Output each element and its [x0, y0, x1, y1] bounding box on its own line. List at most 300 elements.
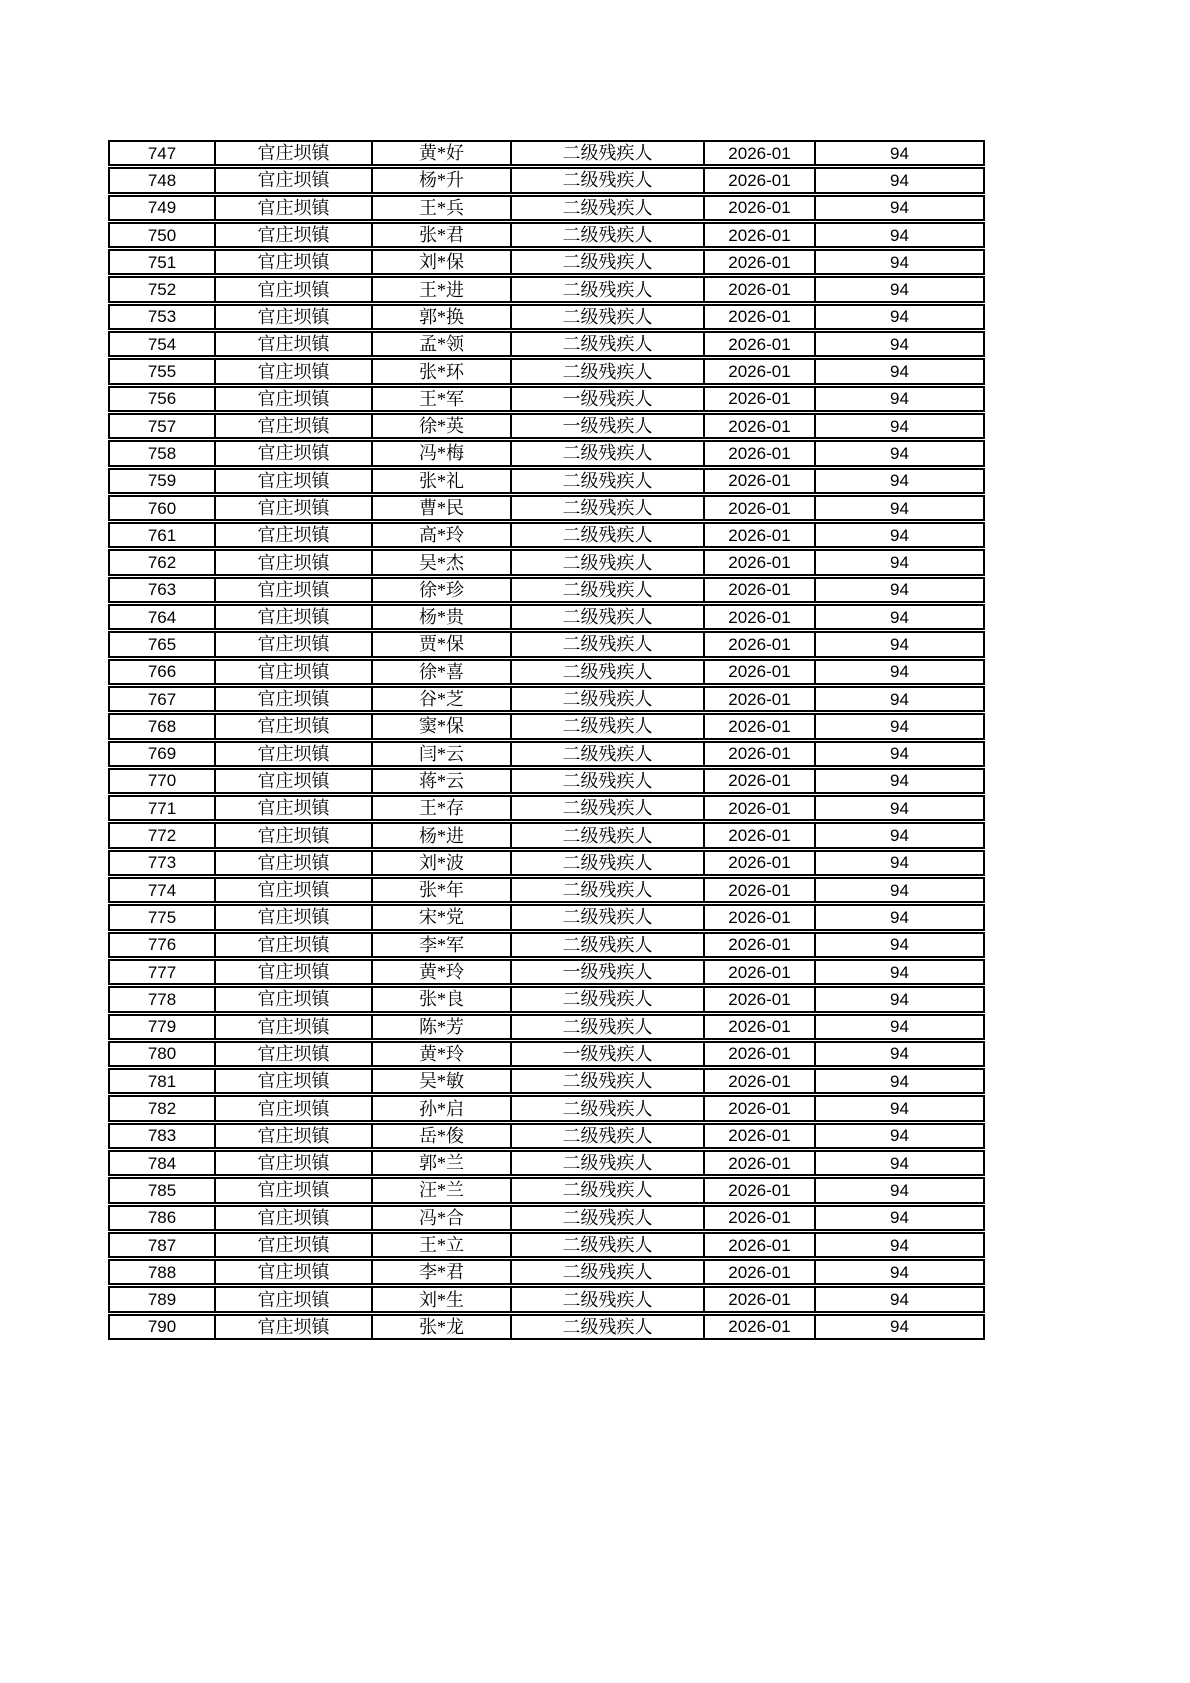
cell-town: 官庄坝镇 — [214, 1314, 371, 1340]
cell-level: 二级残疾人 — [510, 1286, 703, 1312]
cell-seq: 779 — [108, 1014, 214, 1040]
table-row — [108, 1095, 985, 1121]
cell-amount: 94 — [814, 495, 985, 521]
cell-amount: 94 — [814, 768, 985, 794]
cell-seq: 775 — [108, 904, 214, 930]
cell-seq: 782 — [108, 1095, 214, 1121]
cell-name: 陈*芳 — [371, 1014, 510, 1040]
table-row — [108, 1205, 985, 1231]
cell-amount: 94 — [814, 713, 985, 739]
cell-town: 官庄坝镇 — [214, 959, 371, 985]
cell-seq: 764 — [108, 604, 214, 630]
cell-town: 官庄坝镇 — [214, 1095, 371, 1121]
cell-month: 2026-01 — [703, 659, 814, 685]
table-row — [108, 932, 985, 958]
cell-month: 2026-01 — [703, 495, 814, 521]
cell-amount: 94 — [814, 795, 985, 821]
cell-seq: 776 — [108, 932, 214, 958]
cell-month: 2026-01 — [703, 631, 814, 657]
cell-level: 二级残疾人 — [510, 304, 703, 330]
cell-amount: 94 — [814, 959, 985, 985]
cell-month: 2026-01 — [703, 1314, 814, 1340]
table-row — [108, 1068, 985, 1094]
cell-name: 刘*波 — [371, 850, 510, 876]
cell-level: 二级残疾人 — [510, 140, 703, 166]
cell-name: 徐*珍 — [371, 577, 510, 603]
cell-month: 2026-01 — [703, 468, 814, 494]
table-row — [108, 1232, 985, 1258]
cell-month: 2026-01 — [703, 167, 814, 193]
cell-name: 刘*生 — [371, 1286, 510, 1312]
cell-month: 2026-01 — [703, 986, 814, 1012]
cell-amount: 94 — [814, 904, 985, 930]
cell-level: 二级残疾人 — [510, 1095, 703, 1121]
cell-amount: 94 — [814, 549, 985, 575]
cell-level: 二级残疾人 — [510, 1232, 703, 1258]
cell-name: 冯*梅 — [371, 440, 510, 466]
cell-amount: 94 — [814, 140, 985, 166]
table-row — [108, 522, 985, 548]
cell-town: 官庄坝镇 — [214, 249, 371, 275]
table-row — [108, 276, 985, 302]
cell-month: 2026-01 — [703, 1259, 814, 1285]
table-row — [108, 140, 985, 166]
cell-seq: 783 — [108, 1123, 214, 1149]
cell-town: 官庄坝镇 — [214, 1177, 371, 1203]
table-row — [108, 741, 985, 767]
cell-town: 官庄坝镇 — [214, 795, 371, 821]
cell-name: 杨*进 — [371, 822, 510, 848]
cell-town: 官庄坝镇 — [214, 1123, 371, 1149]
cell-level: 二级残疾人 — [510, 222, 703, 248]
cell-name: 窦*保 — [371, 713, 510, 739]
table-row — [108, 1014, 985, 1040]
table-row — [108, 822, 985, 848]
cell-name: 岳*俊 — [371, 1123, 510, 1149]
cell-town: 官庄坝镇 — [214, 1205, 371, 1231]
cell-name: 郭*兰 — [371, 1150, 510, 1176]
cell-month: 2026-01 — [703, 795, 814, 821]
cell-level: 二级残疾人 — [510, 1177, 703, 1203]
cell-level: 二级残疾人 — [510, 932, 703, 958]
cell-seq: 763 — [108, 577, 214, 603]
cell-name: 王*进 — [371, 276, 510, 302]
table-row — [108, 577, 985, 603]
cell-amount: 94 — [814, 577, 985, 603]
cell-amount: 94 — [814, 1177, 985, 1203]
cell-month: 2026-01 — [703, 386, 814, 412]
cell-name: 黄*好 — [371, 140, 510, 166]
cell-seq: 754 — [108, 331, 214, 357]
cell-seq: 761 — [108, 522, 214, 548]
cell-amount: 94 — [814, 522, 985, 548]
cell-town: 官庄坝镇 — [214, 604, 371, 630]
cell-town: 官庄坝镇 — [214, 1068, 371, 1094]
cell-town: 官庄坝镇 — [214, 440, 371, 466]
cell-town: 官庄坝镇 — [214, 1259, 371, 1285]
table-row — [108, 1150, 985, 1176]
cell-name: 张*环 — [371, 358, 510, 384]
cell-level: 二级残疾人 — [510, 768, 703, 794]
cell-level: 二级残疾人 — [510, 522, 703, 548]
cell-name: 张*君 — [371, 222, 510, 248]
cell-seq: 772 — [108, 822, 214, 848]
cell-seq: 749 — [108, 195, 214, 221]
cell-amount: 94 — [814, 1123, 985, 1149]
cell-amount: 94 — [814, 440, 985, 466]
cell-town: 官庄坝镇 — [214, 686, 371, 712]
cell-amount: 94 — [814, 413, 985, 439]
cell-town: 官庄坝镇 — [214, 1014, 371, 1040]
cell-level: 二级残疾人 — [510, 795, 703, 821]
table-row — [108, 795, 985, 821]
table-row — [108, 768, 985, 794]
cell-month: 2026-01 — [703, 577, 814, 603]
cell-month: 2026-01 — [703, 686, 814, 712]
cell-month: 2026-01 — [703, 1150, 814, 1176]
cell-name: 吴*敏 — [371, 1068, 510, 1094]
table-row — [108, 304, 985, 330]
cell-level: 二级残疾人 — [510, 249, 703, 275]
cell-town: 官庄坝镇 — [214, 1286, 371, 1312]
cell-amount: 94 — [814, 741, 985, 767]
cell-level: 二级残疾人 — [510, 549, 703, 575]
cell-name: 杨*升 — [371, 167, 510, 193]
cell-level: 二级残疾人 — [510, 495, 703, 521]
cell-town: 官庄坝镇 — [214, 1232, 371, 1258]
cell-level: 二级残疾人 — [510, 1259, 703, 1285]
cell-month: 2026-01 — [703, 276, 814, 302]
table-row — [108, 986, 985, 1012]
cell-seq: 751 — [108, 249, 214, 275]
cell-seq: 755 — [108, 358, 214, 384]
cell-amount: 94 — [814, 1068, 985, 1094]
cell-name: 谷*芝 — [371, 686, 510, 712]
cell-town: 官庄坝镇 — [214, 195, 371, 221]
cell-town: 官庄坝镇 — [214, 222, 371, 248]
cell-month: 2026-01 — [703, 222, 814, 248]
cell-month: 2026-01 — [703, 932, 814, 958]
cell-level: 二级残疾人 — [510, 577, 703, 603]
cell-level: 二级残疾人 — [510, 276, 703, 302]
cell-seq: 765 — [108, 631, 214, 657]
cell-level: 二级残疾人 — [510, 877, 703, 903]
cell-amount: 94 — [814, 358, 985, 384]
cell-seq: 773 — [108, 850, 214, 876]
cell-seq: 747 — [108, 140, 214, 166]
table-row — [108, 686, 985, 712]
table-row — [108, 1123, 985, 1149]
cell-level: 二级残疾人 — [510, 1314, 703, 1340]
cell-amount: 94 — [814, 1259, 985, 1285]
cell-month: 2026-01 — [703, 768, 814, 794]
table-row — [108, 1177, 985, 1203]
cell-name: 蒋*云 — [371, 768, 510, 794]
cell-amount: 94 — [814, 1314, 985, 1340]
table-row — [108, 604, 985, 630]
cell-month: 2026-01 — [703, 1014, 814, 1040]
cell-month: 2026-01 — [703, 304, 814, 330]
cell-seq: 781 — [108, 1068, 214, 1094]
table-row — [108, 959, 985, 985]
cell-level: 一级残疾人 — [510, 413, 703, 439]
cell-name: 王*存 — [371, 795, 510, 821]
cell-level: 二级残疾人 — [510, 1068, 703, 1094]
cell-amount: 94 — [814, 167, 985, 193]
cell-amount: 94 — [814, 986, 985, 1012]
cell-amount: 94 — [814, 631, 985, 657]
cell-amount: 94 — [814, 850, 985, 876]
cell-seq: 757 — [108, 413, 214, 439]
table-row — [108, 413, 985, 439]
cell-amount: 94 — [814, 1095, 985, 1121]
cell-seq: 750 — [108, 222, 214, 248]
cell-level: 二级残疾人 — [510, 850, 703, 876]
cell-name: 孟*领 — [371, 331, 510, 357]
table-row — [108, 167, 985, 193]
cell-month: 2026-01 — [703, 904, 814, 930]
cell-seq: 774 — [108, 877, 214, 903]
cell-name: 吴*杰 — [371, 549, 510, 575]
table-row — [108, 1314, 985, 1340]
cell-name: 张*年 — [371, 877, 510, 903]
cell-name: 王*立 — [371, 1232, 510, 1258]
cell-seq: 760 — [108, 495, 214, 521]
cell-seq: 770 — [108, 768, 214, 794]
table-row — [108, 1259, 985, 1285]
cell-town: 官庄坝镇 — [214, 822, 371, 848]
cell-name: 汪*兰 — [371, 1177, 510, 1203]
cell-amount: 94 — [814, 1205, 985, 1231]
table-row — [108, 331, 985, 357]
cell-seq: 767 — [108, 686, 214, 712]
cell-amount: 94 — [814, 331, 985, 357]
cell-level: 二级残疾人 — [510, 195, 703, 221]
table-row — [108, 904, 985, 930]
cell-level: 二级残疾人 — [510, 741, 703, 767]
cell-town: 官庄坝镇 — [214, 877, 371, 903]
cell-seq: 784 — [108, 1150, 214, 1176]
cell-town: 官庄坝镇 — [214, 276, 371, 302]
cell-level: 二级残疾人 — [510, 1150, 703, 1176]
cell-amount: 94 — [814, 822, 985, 848]
cell-amount: 94 — [814, 686, 985, 712]
cell-month: 2026-01 — [703, 440, 814, 466]
cell-seq: 756 — [108, 386, 214, 412]
cell-town: 官庄坝镇 — [214, 577, 371, 603]
cell-month: 2026-01 — [703, 249, 814, 275]
cell-month: 2026-01 — [703, 741, 814, 767]
cell-town: 官庄坝镇 — [214, 522, 371, 548]
cell-seq: 778 — [108, 986, 214, 1012]
cell-amount: 94 — [814, 222, 985, 248]
cell-seq: 758 — [108, 440, 214, 466]
table-row — [108, 659, 985, 685]
cell-seq: 766 — [108, 659, 214, 685]
cell-month: 2026-01 — [703, 331, 814, 357]
cell-name: 杨*贵 — [371, 604, 510, 630]
cell-seq: 788 — [108, 1259, 214, 1285]
cell-town: 官庄坝镇 — [214, 741, 371, 767]
cell-amount: 94 — [814, 276, 985, 302]
cell-amount: 94 — [814, 659, 985, 685]
cell-month: 2026-01 — [703, 877, 814, 903]
cell-town: 官庄坝镇 — [214, 304, 371, 330]
cell-month: 2026-01 — [703, 1123, 814, 1149]
cell-month: 2026-01 — [703, 1232, 814, 1258]
cell-month: 2026-01 — [703, 850, 814, 876]
cell-seq: 748 — [108, 167, 214, 193]
cell-level: 二级残疾人 — [510, 440, 703, 466]
cell-town: 官庄坝镇 — [214, 904, 371, 930]
cell-town: 官庄坝镇 — [214, 413, 371, 439]
table-row — [108, 358, 985, 384]
cell-month: 2026-01 — [703, 413, 814, 439]
cell-month: 2026-01 — [703, 713, 814, 739]
table-row — [108, 468, 985, 494]
cell-amount: 94 — [814, 304, 985, 330]
cell-town: 官庄坝镇 — [214, 549, 371, 575]
table-row — [108, 440, 985, 466]
cell-seq: 752 — [108, 276, 214, 302]
cell-amount: 94 — [814, 1286, 985, 1312]
cell-name: 王*兵 — [371, 195, 510, 221]
cell-town: 官庄坝镇 — [214, 331, 371, 357]
cell-month: 2026-01 — [703, 604, 814, 630]
cell-month: 2026-01 — [703, 140, 814, 166]
cell-level: 一级残疾人 — [510, 1041, 703, 1067]
cell-name: 张*龙 — [371, 1314, 510, 1340]
cell-town: 官庄坝镇 — [214, 986, 371, 1012]
cell-name: 郭*换 — [371, 304, 510, 330]
cell-level: 二级残疾人 — [510, 468, 703, 494]
cell-amount: 94 — [814, 604, 985, 630]
cell-name: 徐*英 — [371, 413, 510, 439]
cell-amount: 94 — [814, 386, 985, 412]
cell-seq: 768 — [108, 713, 214, 739]
cell-level: 二级残疾人 — [510, 1014, 703, 1040]
cell-town: 官庄坝镇 — [214, 1041, 371, 1067]
cell-name: 高*玲 — [371, 522, 510, 548]
cell-name: 李*军 — [371, 932, 510, 958]
cell-level: 二级残疾人 — [510, 986, 703, 1012]
cell-seq: 753 — [108, 304, 214, 330]
cell-amount: 94 — [814, 877, 985, 903]
cell-seq: 759 — [108, 468, 214, 494]
cell-town: 官庄坝镇 — [214, 358, 371, 384]
cell-month: 2026-01 — [703, 358, 814, 384]
cell-level: 二级残疾人 — [510, 604, 703, 630]
cell-level: 二级残疾人 — [510, 167, 703, 193]
cell-month: 2026-01 — [703, 1205, 814, 1231]
cell-town: 官庄坝镇 — [214, 386, 371, 412]
cell-town: 官庄坝镇 — [214, 713, 371, 739]
cell-level: 二级残疾人 — [510, 1205, 703, 1231]
cell-amount: 94 — [814, 468, 985, 494]
cell-town: 官庄坝镇 — [214, 850, 371, 876]
cell-name: 张*礼 — [371, 468, 510, 494]
cell-seq: 789 — [108, 1286, 214, 1312]
table-body — [108, 140, 985, 1340]
cell-town: 官庄坝镇 — [214, 631, 371, 657]
cell-name: 曹*民 — [371, 495, 510, 521]
cell-amount: 94 — [814, 932, 985, 958]
cell-amount: 94 — [814, 1014, 985, 1040]
table-row — [108, 195, 985, 221]
table-row — [108, 222, 985, 248]
cell-seq: 790 — [108, 1314, 214, 1340]
cell-name: 黄*玲 — [371, 1041, 510, 1067]
cell-seq: 777 — [108, 959, 214, 985]
cell-seq: 769 — [108, 741, 214, 767]
cell-seq: 780 — [108, 1041, 214, 1067]
cell-name: 宋*党 — [371, 904, 510, 930]
table-row — [108, 495, 985, 521]
cell-town: 官庄坝镇 — [214, 1150, 371, 1176]
cell-month: 2026-01 — [703, 522, 814, 548]
benefit-table — [108, 139, 985, 1341]
cell-seq: 771 — [108, 795, 214, 821]
cell-level: 二级残疾人 — [510, 659, 703, 685]
cell-level: 一级残疾人 — [510, 386, 703, 412]
table-row — [108, 631, 985, 657]
cell-town: 官庄坝镇 — [214, 468, 371, 494]
cell-seq: 785 — [108, 1177, 214, 1203]
cell-month: 2026-01 — [703, 1286, 814, 1312]
cell-month: 2026-01 — [703, 959, 814, 985]
cell-month: 2026-01 — [703, 1041, 814, 1067]
table-row — [108, 1286, 985, 1312]
cell-town: 官庄坝镇 — [214, 495, 371, 521]
cell-month: 2026-01 — [703, 195, 814, 221]
cell-month: 2026-01 — [703, 822, 814, 848]
cell-level: 二级残疾人 — [510, 822, 703, 848]
cell-name: 黄*玲 — [371, 959, 510, 985]
cell-name: 徐*喜 — [371, 659, 510, 685]
cell-town: 官庄坝镇 — [214, 659, 371, 685]
cell-name: 闫*云 — [371, 741, 510, 767]
cell-name: 刘*保 — [371, 249, 510, 275]
table-row — [108, 877, 985, 903]
cell-level: 二级残疾人 — [510, 358, 703, 384]
cell-month: 2026-01 — [703, 1095, 814, 1121]
cell-town: 官庄坝镇 — [214, 768, 371, 794]
cell-name: 张*良 — [371, 986, 510, 1012]
cell-level: 二级残疾人 — [510, 713, 703, 739]
table-row — [108, 850, 985, 876]
table-row — [108, 1041, 985, 1067]
table-row — [108, 249, 985, 275]
cell-seq: 762 — [108, 549, 214, 575]
cell-seq: 787 — [108, 1232, 214, 1258]
cell-amount: 94 — [814, 1150, 985, 1176]
cell-name: 贾*保 — [371, 631, 510, 657]
cell-level: 一级残疾人 — [510, 959, 703, 985]
cell-name: 冯*合 — [371, 1205, 510, 1231]
table-row — [108, 549, 985, 575]
cell-amount: 94 — [814, 1232, 985, 1258]
cell-seq: 786 — [108, 1205, 214, 1231]
cell-level: 二级残疾人 — [510, 331, 703, 357]
cell-level: 二级残疾人 — [510, 631, 703, 657]
cell-amount: 94 — [814, 195, 985, 221]
table-row — [108, 386, 985, 412]
cell-level: 二级残疾人 — [510, 1123, 703, 1149]
cell-level: 二级残疾人 — [510, 686, 703, 712]
cell-amount: 94 — [814, 249, 985, 275]
cell-month: 2026-01 — [703, 549, 814, 575]
cell-month: 2026-01 — [703, 1068, 814, 1094]
